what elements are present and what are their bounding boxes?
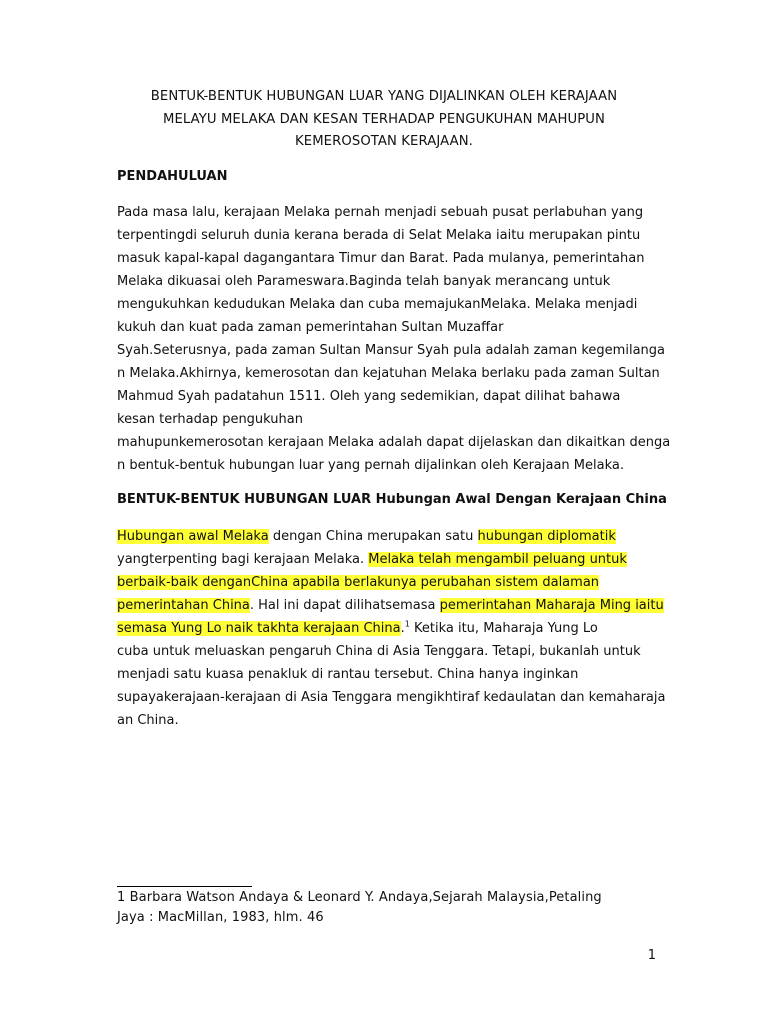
paragraph-line: cuba untuk meluaskan pengaruh China di Asia Tenggara. Tetapi, bukanlah untuk — [117, 644, 641, 659]
section-heading-bentuk-hubungan: BENTUK-BENTUK HUBUNGAN LUAR Hubungan Awal Dengan Kerajaan China — [117, 492, 667, 507]
footnote — [117, 888, 677, 927]
text-run: dengan China merupakan satu — [268, 529, 478, 544]
footnote-line: 1 Barbara Watson Andaya & Leonard Y. Andaya,Sejarah Malaysia,Petaling — [117, 890, 602, 905]
highlighted-text: semasa Yung Lo naik takhta kerajaan China — [117, 621, 401, 636]
paragraph-line: Syah.Seterusnya, pada zaman Sultan Mansur Syah pula adalah zaman kegemilanga — [117, 343, 665, 358]
footnote-line: Jaya : MacMillan, 1983, hlm. 46 — [117, 909, 324, 925]
paragraph-line: Mahmud Syah padatahun 1511. Oleh yang sedemikian, dapat dilihat bahawa — [117, 389, 621, 404]
paragraph-line: Melaka dikuasai oleh Parameswara.Baginda telah banyak merancang untuk — [117, 274, 611, 289]
paragraph-line: n Melaka.Akhirnya, kemerosotan dan kejatuhan Melaka berlaku pada zaman Sultan — [117, 366, 660, 381]
paragraph-line: masuk kapal-kapal dagangantara Timur dan Barat. Pada mulanya, pemerintahan — [117, 251, 645, 266]
paragraph-line: menjadi satu kuasa penakluk di rantau tersebut. China hanya inginkan — [117, 667, 579, 682]
paragraph-line: Pada masa lalu, kerajaan Melaka pernah menjadi sebuah pusat perlabuhan yang — [117, 205, 644, 220]
text-run: yangterpenting bagi kerajaan Melaka. — [117, 552, 369, 567]
highlighted-text: berbaik-baik denganChina apabila berlakunya perubahan sistem dalaman — [117, 575, 600, 590]
page-number: 1 — [647, 948, 656, 963]
paragraph-line: terpentingdi seluruh dunia kerana berada di Selat Melaka iaitu merupakan pintu — [117, 228, 641, 243]
paragraph-line — [117, 617, 677, 640]
highlighted-text: Melaka telah mengambil peluang untuk — [368, 552, 627, 567]
paragraph-line: an China. — [117, 713, 179, 728]
paragraph-line — [117, 571, 677, 594]
paragraph-line — [117, 548, 677, 571]
section-heading-pendahuluan: PENDAHULUAN — [117, 169, 228, 184]
paragraph-hubungan-china — [117, 525, 677, 732]
paragraph-line: kukuh dan kuat pada zaman pemerintahan Sultan Muzaffar — [117, 320, 504, 335]
title-line: KEMEROSOTAN KERAJAAN. — [295, 134, 473, 149]
title-line: BENTUK-BENTUK HUBUNGAN LUAR YANG DIJALINKAN OLEH KERAJAAN — [150, 89, 618, 104]
text-run: . Hal ini dapat dilihatsemasa — [249, 598, 440, 613]
highlighted-text: hubungan diplomatik — [477, 529, 616, 544]
paragraph-pendahuluan — [117, 201, 677, 477]
document-title — [117, 86, 651, 154]
footnote-ref[interactable]: 1 — [404, 619, 410, 629]
title-line: MELAYU MELAKA DAN KESAN TERHADAP PENGUKUHAN MAHUPUN — [162, 111, 606, 127]
highlighted-text: pemerintahan China — [117, 598, 250, 613]
paragraph-line: n bentuk-bentuk hubungan luar yang pernah dijalinkan oleh Kerajaan Melaka. — [117, 458, 624, 473]
highlighted-text: pemerintahan Maharaja Ming iaitu — [439, 598, 664, 613]
paragraph-line: mahupunkemerosotan kerajaan Melaka adalah dapat dijelaskan dan dikaitkan denga — [117, 435, 671, 450]
footnote-separator — [117, 886, 252, 887]
text-run: . — [400, 621, 405, 636]
paragraph-line: mengukuhkan kedudukan Melaka dan cuba memajukanMelaka. Melaka menjadi — [117, 297, 638, 312]
highlighted-text: Hubungan awal Melaka — [117, 529, 269, 544]
paragraph-line: kesan terhadap pengukuhan — [117, 412, 303, 427]
text-run: Ketika itu, Maharaja Yung Lo — [409, 621, 598, 636]
paragraph-line: supayakerajaan-kerajaan di Asia Tenggara mengikhtiraf kedaulatan dan kemaharaja — [117, 690, 666, 705]
paragraph-line — [117, 594, 677, 617]
paragraph-line — [117, 525, 677, 548]
